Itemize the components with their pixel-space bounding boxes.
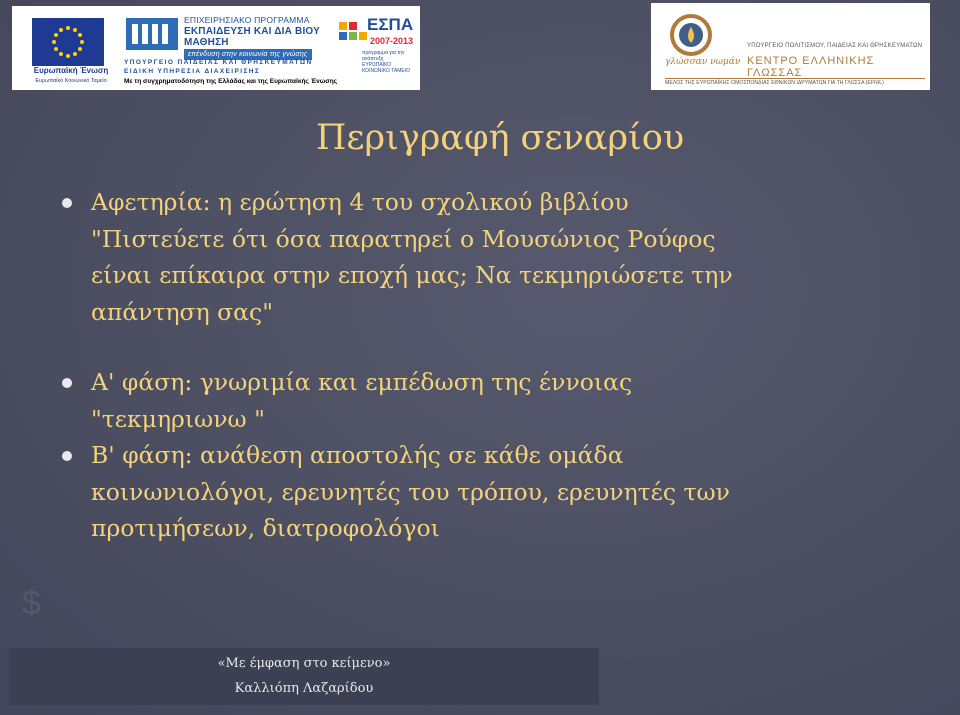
bullet-line: απάντηση σας" (91, 297, 274, 326)
program-emblem-icon (124, 14, 180, 54)
espa-subtitle: πρόγραμμα για την ανάπτυξη (362, 50, 405, 62)
espa-fund: ΕΥΡΩΠΑΪΚΟ ΚΟΙΝΩΝΙΚΟ ΤΑΜΕΙΟ (362, 62, 410, 74)
ministry-name: ΥΠΟΥΡΓΕΙΟ ΠΑΙΔΕΙΑΣ ΚΑΙ ΘΡΗΣΚΕΥΜΑΤΩΝ (124, 59, 313, 66)
kentro-brand: γλώσσαν νωμάν (665, 57, 741, 67)
bullet-dot-icon (62, 198, 72, 208)
bullet-item (62, 364, 942, 437)
kentro-name: ΚΕΝΤΡΟ ΕΛΛΗΝΙΚΗΣ ΓΛΩΣΣΑΣ (747, 55, 875, 79)
bullet-line: κοινωνιολόγοι, ερευνητές του τρόπου, ερευνητές των (91, 477, 730, 506)
eu-flag-icon (32, 18, 104, 66)
bullet-line: "Πιστεύετε ότι όσα παρατηρεί ο Μουσώνιος Ρούφος (91, 224, 716, 253)
bullet-dot-icon (62, 451, 72, 461)
eu-fund: Ευρωπαϊκό Κοινωνικό Ταμείο (35, 78, 107, 84)
dollar-watermark-icon: $ (22, 584, 41, 622)
bullet-item (62, 437, 942, 547)
bullet-line: Αφετηρία: η ερώτηση 4 του σχολικού βιβλίου (91, 188, 629, 216)
bullet-list (62, 184, 942, 547)
kentro-ministry: ΥΠΟΥΡΓΕΙΟ ΠΟΛΙΤΙΣΜΟΥ, ΠΑΙΔΕΙΑΣ ΚΑΙ ΘΡΗΣΚΕΥΜΑΤΩΝ (747, 43, 923, 49)
footer-author: Καλλιόπη Λαζαρίδου (234, 681, 374, 696)
bullet-dot-icon (62, 378, 72, 388)
kentro-logo-banner (651, 3, 930, 90)
kentro-member-note: ΜΕΛΟΣ ΤΗΣ ΕΥΡΩΠΑΪΚΗΣ ΟΜΟΣΠΟΝΔΙΑΣ ΕΘΝΙΚΩΝ ΙΔΡΥΜΑΤΩΝ ΓΙΑ ΤΗ ΓΛΩΣΣΑ (EFNIL) (665, 78, 925, 86)
cofunding-note: Με τη συγχρηματοδότηση της Ελλάδας και της Ευρωπαϊκής Ένωσης (124, 78, 338, 85)
program-logos-banner (12, 6, 420, 90)
program-tagline: επένδυση στην κοινωνία της γνώσης (184, 49, 312, 60)
managing-authority: ΕΙΔΙΚΗ ΥΠΗΡΕΣΙΑ ΔΙΑΧΕΙΡΙΣΗΣ (124, 68, 261, 75)
kentro-emblem-icon (669, 13, 713, 57)
bullet-line: Α' φάση: γνωριμία και εμπέδωση της έννοιας (91, 368, 633, 396)
slide-title: Περιγραφή σεναρίου (315, 118, 685, 158)
bullet-line: Β' φάση: ανάθεση αποστολής σε κάθε ομάδα (91, 441, 624, 469)
program-line1: ΕΠΙΧΕΙΡΗΣΙΑΚΟ ΠΡΟΓΡΑΜΜΑ (184, 15, 310, 25)
program-line2: ΕΚΠΑΙΔΕΥΣΗ ΚΑΙ ΔΙΑ ΒΙΟΥ ΜΑΘΗΣΗ (184, 26, 321, 48)
bullet-item (62, 184, 942, 330)
bullet-line: προτιμήσεων, διατροφολόγοι (91, 514, 440, 542)
espa-years: 2007-2013 (370, 36, 414, 46)
bullet-line: "τεκμηριωνω " (91, 404, 265, 433)
bullet-line: είναι επίκαιρα στην εποχή μας; Να τεκμηριώσετε την (91, 261, 733, 289)
espa-name: ΕΣΠΑ (367, 15, 414, 34)
eu-name: Ευρωπαϊκή Ένωση (33, 66, 109, 75)
espa-logo-icon (337, 18, 371, 54)
footer-subtitle: «Με έμφαση στο κείμενο» (217, 656, 391, 671)
footer-bar (9, 648, 599, 705)
